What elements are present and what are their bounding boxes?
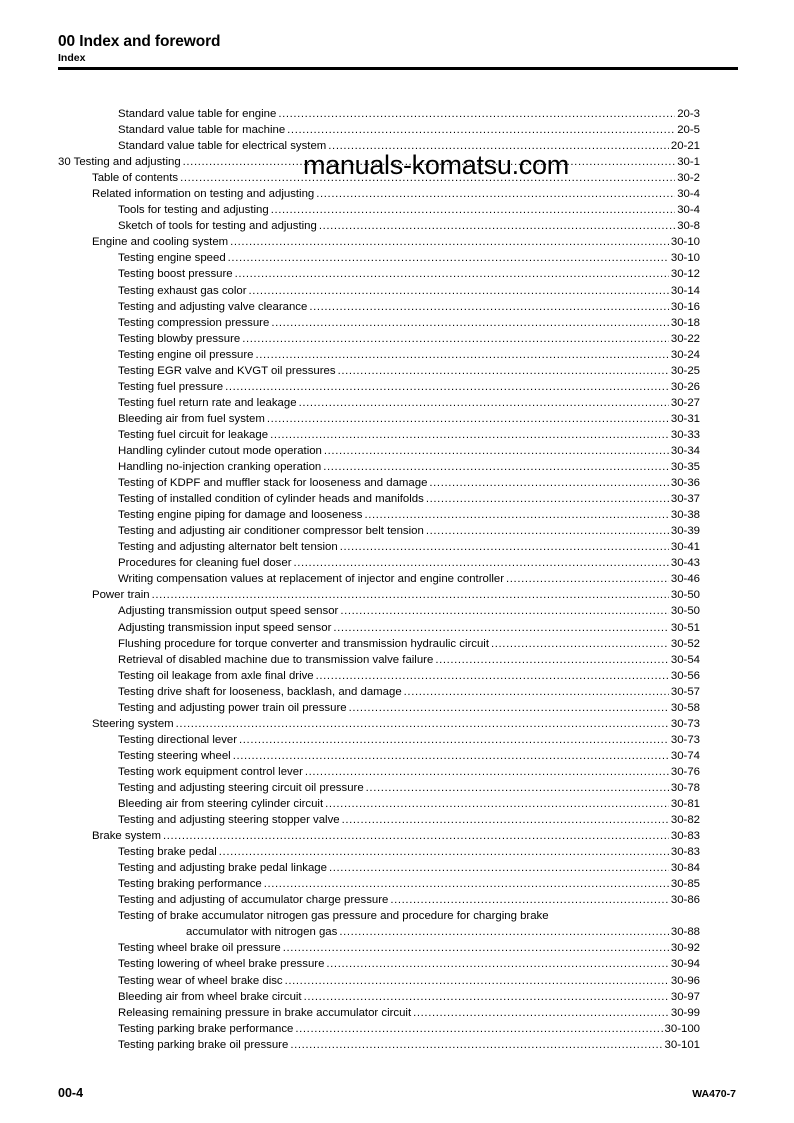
toc-entry[interactable] [58, 395, 700, 411]
toc-entry-page: 30-27 [670, 396, 700, 409]
toc-leader-dots [239, 736, 669, 747]
toc-leader-dots [324, 448, 669, 459]
toc-entry-page: 30-81 [670, 798, 700, 811]
toc-leader-dots [426, 528, 669, 539]
toc-entry[interactable] [58, 636, 700, 652]
toc-entry-label: Standard value table for electrical system [118, 140, 327, 153]
toc-leader-dots [333, 624, 668, 635]
toc-entry-label: Testing wheel brake oil pressure [118, 942, 281, 955]
toc-entry[interactable] [58, 780, 700, 796]
toc-entry-label: Bleeding air from fuel system [118, 412, 265, 425]
toc-entry-label: Steering system [92, 717, 174, 730]
toc-leader-dots [294, 560, 669, 571]
toc-leader-dots [228, 255, 669, 266]
toc-entry-label: Testing parking brake oil pressure [118, 1038, 289, 1051]
toc-entry-page: 30-50 [670, 589, 700, 602]
toc-entry-label: Testing blowby pressure [118, 332, 241, 345]
toc-entry-label: Testing EGR valve and KVGT oil pressures [118, 364, 336, 377]
toc-entry-page: 30-43 [670, 557, 700, 570]
toc-entry-page: 30-46 [670, 573, 700, 586]
page-subtitle: Index [58, 52, 86, 64]
toc-entry-label: Testing drive shaft for looseness, backlash, and damage [118, 685, 402, 698]
toc-entry[interactable] [58, 684, 700, 700]
toc-leader-dots [506, 576, 669, 587]
toc-leader-dots [404, 688, 669, 699]
toc-leader-dots [219, 849, 669, 860]
toc-entry-page: 30-84 [670, 862, 700, 875]
toc-entry[interactable] [58, 1021, 700, 1037]
toc-entry-page: 30-54 [670, 653, 700, 666]
toc-entry-label: Testing engine oil pressure [118, 348, 254, 361]
toc-entry-label: Handling no-injection cranking operation [118, 461, 322, 474]
toc-leader-dots [328, 143, 669, 154]
toc-entry-label: Testing engine speed [118, 252, 226, 265]
toc-entry[interactable] [58, 507, 700, 523]
toc-entry-label: Testing fuel return rate and leakage [118, 396, 297, 409]
toc-entry-page: 30-34 [670, 444, 700, 457]
toc-entry-label: Adjusting transmission input speed sensor [118, 621, 332, 634]
toc-entry-page: 30-51 [670, 621, 700, 634]
toc-leader-dots [435, 656, 669, 667]
page-header [58, 33, 738, 65]
toc-leader-dots [342, 817, 669, 828]
toc-entry[interactable] [58, 668, 700, 684]
toc-entry-label: Bleeding air from steering cylinder circuit [118, 798, 324, 811]
toc-entry-page: 30-16 [670, 300, 700, 313]
toc-entry[interactable] [58, 186, 700, 202]
toc-entry-page: 30-10 [670, 236, 700, 249]
toc-entry-label: Related information on testing and adjusting [92, 188, 315, 201]
toc-entry-page: 30-2 [677, 172, 700, 185]
toc-entry-page: 30-96 [670, 974, 700, 987]
toc-leader-dots [163, 833, 669, 844]
toc-entry[interactable] [58, 202, 700, 218]
toc-entry[interactable] [58, 700, 700, 716]
toc-entry[interactable] [58, 331, 700, 347]
toc-entry[interactable] [58, 475, 700, 491]
toc-entry-page: 30-97 [670, 990, 700, 1003]
toc-entry-label: Testing braking performance [118, 878, 262, 891]
toc-entry[interactable] [58, 315, 700, 331]
toc-entry-label: Testing steering wheel [118, 749, 231, 762]
toc-leader-dots [491, 640, 669, 651]
toc-leader-dots [267, 416, 669, 427]
toc-entry[interactable] [58, 1037, 700, 1053]
toc-entry[interactable] [58, 892, 700, 908]
toc-entry-label: Standard value table for engine [118, 108, 277, 120]
toc-entry-label: Testing compression pressure [118, 316, 270, 329]
toc-entry-label: Testing boost pressure [118, 268, 233, 281]
toc-leader-dots [349, 704, 669, 715]
toc-entry-page: 30-33 [670, 428, 700, 441]
toc-entry-label: Tools for testing and adjusting [118, 204, 269, 217]
toc-entry-label: Testing and adjusting power train oil pressure [118, 701, 347, 714]
toc-entry-label: Testing oil leakage from axle final drive [118, 669, 314, 682]
toc-entry[interactable] [58, 154, 700, 170]
toc-leader-dots [180, 175, 675, 186]
toc-leader-dots [242, 335, 669, 346]
toc-entry-label: Testing and adjusting valve clearance [118, 300, 308, 313]
toc-entry-label: Adjusting transmission output speed sensor [118, 605, 339, 618]
toc-entry-page: 30-18 [670, 316, 700, 329]
toc-leader-dots [287, 127, 675, 138]
toc-entry-label: Testing of brake accumulator nitrogen gas pressure and procedure for charging brake [118, 910, 549, 923]
toc-entry[interactable] [58, 106, 700, 122]
toc-entry[interactable] [58, 555, 700, 571]
toc-entry[interactable] [58, 266, 700, 282]
toc-entry[interactable] [58, 250, 700, 266]
toc-entry[interactable] [58, 764, 700, 780]
toc-entry-page: 30-73 [670, 717, 700, 730]
toc-entry[interactable] [58, 523, 700, 539]
toc-leader-dots [316, 191, 675, 202]
toc-leader-dots [278, 111, 675, 122]
table-of-contents [58, 106, 700, 1053]
toc-entry-page: 20-5 [677, 124, 700, 137]
toc-leader-dots [429, 480, 668, 491]
toc-entry[interactable] [58, 876, 700, 892]
toc-entry[interactable] [58, 924, 700, 940]
toc-leader-dots [233, 753, 669, 764]
toc-entry[interactable] [58, 427, 700, 443]
watermark: manuals-komatsu.com [303, 150, 569, 180]
toc-leader-dots [271, 319, 669, 330]
toc-entry-label: Testing directional lever [118, 733, 238, 746]
toc-entry-label: Power train [92, 589, 150, 602]
toc-entry-page: 30-4 [677, 188, 700, 201]
toc-entry[interactable] [58, 989, 700, 1005]
toc-entry-page: 30-83 [670, 830, 700, 843]
toc-leader-dots [390, 897, 668, 908]
toc-leader-dots [270, 432, 669, 443]
toc-entry-page: 30-4 [677, 204, 700, 217]
toc-entry-page: 30-35 [670, 461, 700, 474]
toc-entry[interactable] [58, 170, 700, 186]
toc-entry-page: 30-86 [670, 894, 700, 907]
toc-entry-label: Testing engine piping for damage and looseness [118, 509, 363, 522]
toc-entry-page: 30-24 [670, 348, 700, 361]
toc-leader-dots [264, 881, 669, 892]
toc-entry-page: 30-74 [670, 749, 700, 762]
toc-leader-dots [235, 271, 669, 282]
toc-entry[interactable] [58, 299, 700, 315]
toc-entry-page: 20-3 [677, 108, 700, 120]
toc-entry-page: 30-41 [670, 541, 700, 554]
toc-entry-label: Testing work equipment control lever [118, 765, 303, 778]
toc-entry-page: 30-94 [670, 958, 700, 971]
toc-entry-page: 20-21 [670, 140, 700, 153]
toc-entry[interactable] [58, 443, 700, 459]
toc-leader-dots [340, 544, 669, 555]
toc-entry-label: Flushing procedure for torque converter and transmission hydraulic circuit [118, 637, 490, 650]
toc-entry[interactable] [58, 940, 700, 956]
toc-entry-label: accumulator with nitrogen gas [186, 926, 338, 939]
toc-entry-page: 30-57 [670, 685, 700, 698]
toc-leader-dots [309, 303, 669, 314]
toc-entry-label: Sketch of tools for testing and adjusting [118, 220, 317, 233]
toc-entry-label: Testing fuel circuit for leakage [118, 428, 269, 441]
toc-entry-label: Writing compensation values at replacement of injector and engine controller [118, 573, 505, 586]
toc-entry[interactable] [58, 716, 700, 732]
toc-entry-page: 30-39 [670, 525, 700, 538]
toc-leader-dots [256, 351, 669, 362]
toc-entry-page: 30-26 [670, 380, 700, 393]
toc-entry-label: Testing of installed condition of cylinder heads and manifolds [118, 493, 424, 506]
toc-entry[interactable] [58, 411, 700, 427]
toc-entry-page: 30-99 [670, 1006, 700, 1019]
toc-leader-dots [183, 159, 676, 170]
toc-entry[interactable] [58, 491, 700, 507]
toc-entry[interactable] [58, 363, 700, 379]
toc-leader-dots [305, 769, 669, 780]
page-title: 00 Index and foreword [58, 33, 221, 50]
toc-entry-page: 30-8 [677, 220, 700, 233]
toc-leader-dots [304, 993, 669, 1004]
toc-entry-label: Testing brake pedal [118, 846, 217, 859]
toc-entry[interactable] [58, 860, 700, 876]
toc-entry-label: Testing fuel pressure [118, 380, 224, 393]
toc-entry-page: 30-25 [670, 364, 700, 377]
toc-entry-label: Brake system [92, 830, 161, 843]
toc-entry-page: 30-22 [670, 332, 700, 345]
toc-entry-page: 30-78 [670, 781, 700, 794]
toc-entry-page: 30-50 [670, 605, 700, 618]
toc-entry-label: Testing exhaust gas color [118, 284, 247, 297]
toc-leader-dots [340, 608, 669, 619]
toc-entry-page: 30-101 [664, 1038, 700, 1051]
toc-entry-label: Testing of KDPF and muffler stack for looseness and damage [118, 477, 428, 490]
toc-leader-dots [329, 865, 669, 876]
toc-entry-label: Testing and adjusting alternator belt tension [118, 541, 338, 554]
toc-entry-page: 30-83 [670, 846, 700, 859]
toc-entry-page: 30-36 [670, 477, 700, 490]
toc-entry-page: 30-82 [670, 814, 700, 827]
toc-leader-dots [225, 383, 669, 394]
toc-leader-dots [271, 207, 675, 218]
toc-entry-label: Retrieval of disabled machine due to transmission valve failure [118, 653, 434, 666]
toc-entry-label: Testing lowering of wheel brake pressure [118, 958, 325, 971]
toc-entry-label: 30 Testing and adjusting [58, 156, 181, 169]
toc-entry[interactable] [58, 571, 700, 587]
toc-entry[interactable] [58, 122, 700, 138]
toc-leader-dots [230, 239, 669, 250]
toc-entry-page: 30-76 [670, 765, 700, 778]
toc-entry-page: 30-12 [670, 268, 700, 281]
toc-leader-dots [326, 961, 668, 972]
toc-entry-label: Bleeding air from wheel brake circuit [118, 990, 302, 1003]
toc-leader-dots [338, 367, 669, 378]
toc-entry-label: Table of contents [92, 172, 179, 185]
footer-model: WA470-7 [692, 1088, 736, 1100]
toc-leader-dots [290, 1041, 662, 1052]
toc-entry-page: 30-52 [670, 637, 700, 650]
toc-entry-page: 30-38 [670, 509, 700, 522]
toc-entry-label: Procedures for cleaning fuel doser [118, 557, 292, 570]
toc-entry-label: Testing and adjusting air conditioner compressor belt tension [118, 525, 424, 538]
toc-entry[interactable] [58, 908, 700, 924]
toc-entry[interactable] [58, 347, 700, 363]
toc-leader-dots [152, 592, 669, 603]
toc-leader-dots [339, 929, 669, 940]
toc-entry-label: Testing parking brake performance [118, 1022, 294, 1035]
header-divider [58, 67, 738, 70]
toc-entry-page: 30-56 [670, 669, 700, 682]
footer-page-number: 00-4 [58, 1086, 84, 1100]
toc-leader-dots [316, 672, 669, 683]
toc-entry[interactable] [58, 218, 700, 234]
toc-entry-page: 30-100 [664, 1022, 700, 1035]
toc-entry[interactable] [58, 379, 700, 395]
toc-entry-page: 30-73 [670, 733, 700, 746]
toc-entry[interactable] [58, 748, 700, 764]
toc-leader-dots [413, 1009, 669, 1020]
toc-entry[interactable] [58, 234, 700, 250]
toc-entry-page: 30-92 [670, 942, 700, 955]
toc-leader-dots [295, 1025, 662, 1036]
toc-entry[interactable] [58, 652, 700, 668]
toc-leader-dots [283, 945, 669, 956]
toc-leader-dots [325, 801, 669, 812]
toc-leader-dots [285, 977, 669, 988]
toc-entry[interactable] [58, 603, 700, 619]
toc-entry[interactable] [58, 459, 700, 475]
toc-entry-page: 30-37 [670, 493, 700, 506]
toc-entry-label: Testing and adjusting steering circuit oil pressure [118, 781, 364, 794]
toc-leader-dots [364, 512, 668, 523]
toc-leader-dots [299, 400, 669, 411]
toc-entry-page: 30-1 [677, 156, 700, 169]
toc-entry[interactable] [58, 283, 700, 299]
toc-entry-page: 30-85 [670, 878, 700, 891]
toc-entry[interactable] [58, 812, 700, 828]
toc-entry-label: Testing and adjusting steering stopper valve [118, 814, 340, 827]
toc-entry-label: Releasing remaining pressure in brake accumulator circuit [118, 1006, 412, 1019]
toc-entry-label: Engine and cooling system [92, 236, 229, 249]
toc-entry-page: 30-58 [670, 701, 700, 714]
toc-entry[interactable] [58, 732, 700, 748]
toc-entry-label: Handling cylinder cutout mode operation [118, 444, 322, 457]
toc-leader-dots [319, 223, 675, 234]
toc-entry-page: 30-31 [670, 412, 700, 425]
toc-entry-label: Testing and adjusting of accumulator charge pressure [118, 894, 389, 907]
toc-entry[interactable] [58, 956, 700, 972]
toc-entry-label: Testing wear of wheel brake disc [118, 974, 283, 987]
toc-entry[interactable] [58, 796, 700, 812]
toc-leader-dots [323, 464, 669, 475]
toc-entry-page: 30-88 [670, 926, 700, 939]
toc-entry-label: Testing and adjusting brake pedal linkage [118, 862, 327, 875]
toc-entry[interactable] [58, 828, 700, 844]
toc-entry[interactable] [58, 844, 700, 860]
toc-entry-page: 30-14 [670, 284, 700, 297]
toc-entry[interactable] [58, 973, 700, 989]
toc-entry-page: 30-10 [670, 252, 700, 265]
toc-entry[interactable] [58, 138, 700, 154]
toc-leader-dots [366, 785, 669, 796]
toc-entry[interactable] [58, 587, 700, 603]
toc-entry[interactable] [58, 620, 700, 636]
toc-entry[interactable] [58, 539, 700, 555]
toc-entry[interactable] [58, 1005, 700, 1021]
toc-leader-dots [176, 720, 669, 731]
toc-leader-dots [426, 496, 669, 507]
toc-leader-dots [249, 287, 669, 298]
toc-entry-label: Standard value table for machine [118, 124, 286, 137]
